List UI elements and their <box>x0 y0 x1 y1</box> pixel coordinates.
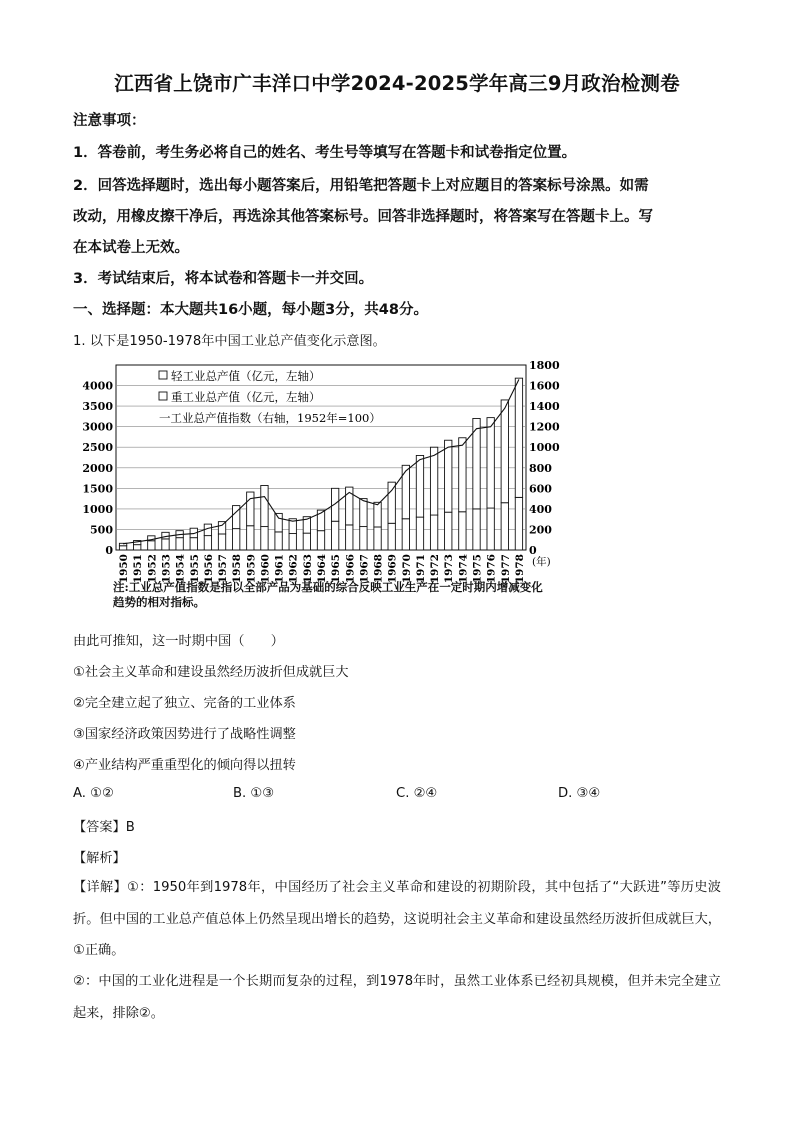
x-tick-label: 1973 <box>443 554 456 584</box>
heavy-industry-bar <box>247 492 254 526</box>
legend-index-label: 一工业总产值指数（右轴，1952年=100） <box>159 411 381 425</box>
left-tick-label: 0 <box>105 544 113 557</box>
x-tick-label: 1963 <box>301 554 314 584</box>
light-industry-bar <box>402 519 409 550</box>
x-tick-label: 1952 <box>146 554 159 584</box>
analysis-heading: 【解析】 <box>73 851 126 866</box>
heavy-industry-bar <box>501 400 508 503</box>
option-d: D. ③④ <box>558 786 601 801</box>
x-unit-label: (年) <box>532 556 551 568</box>
right-tick-label: 1400 <box>529 400 560 414</box>
right-tick-label: 0 <box>529 544 537 557</box>
note-line-3: 改动，用橡皮擦干净后，再选涂其他答案标号。回答非选择题时，将答案写在答题卡上。写 <box>73 209 653 225</box>
x-tick-label: 1965 <box>330 554 343 584</box>
light-industry-bar <box>317 531 324 550</box>
x-tick-label: 1971 <box>414 554 427 584</box>
heavy-industry-bar <box>515 378 522 497</box>
heavy-industry-bar <box>275 513 282 532</box>
left-tick-label: 2000 <box>82 461 113 475</box>
page-title: 江西省上饶市广丰洋口中学2024-2025学年高三9月政治检测卷 <box>114 72 680 95</box>
light-industry-bar <box>445 512 452 550</box>
x-tick-label: 1968 <box>372 554 385 584</box>
statement-4: ④产业结构严重重型化的倾向得以扭转 <box>73 758 296 773</box>
right-tick-label: 600 <box>529 482 552 496</box>
heavy-industry-bar <box>487 418 494 508</box>
heavy-industry-bar <box>374 502 381 527</box>
x-tick-label: 1962 <box>287 554 300 584</box>
x-tick-label: 1959 <box>245 554 258 584</box>
light-industry-bar <box>501 503 508 550</box>
left-tick-label: 3000 <box>82 420 113 434</box>
option-b: B. ①③ <box>233 786 275 801</box>
x-tick-label: 1976 <box>485 554 498 584</box>
heavy-industry-bar <box>445 440 452 512</box>
left-tick-label: 4000 <box>82 379 113 393</box>
legend-light-label: 轻工业总产值（亿元，左轴） <box>171 369 321 383</box>
industrial-output-chart <box>74 355 574 615</box>
x-tick-label: 1950 <box>118 554 131 584</box>
x-tick-label: 1975 <box>471 554 484 584</box>
right-tick-label: 1000 <box>529 441 560 455</box>
heavy-industry-bar <box>459 438 466 512</box>
light-industry-bar <box>416 517 423 550</box>
left-tick-label: 2500 <box>82 441 113 455</box>
analysis-detail-2: ②：中国的工业化进程是一个长期而复杂的过程，到1978年时，虽然工业体系已经初具规模，但并未完全建立起来，排除②。 <box>73 974 721 1021</box>
x-tick-label: 1957 <box>217 554 230 584</box>
light-industry-bar <box>232 529 239 550</box>
right-tick-label: 400 <box>529 502 552 516</box>
right-tick-label: 1200 <box>529 420 560 434</box>
x-tick-label: 1966 <box>344 554 357 584</box>
option-c: C. ②④ <box>396 786 438 801</box>
heavy-industry-bar <box>261 485 268 526</box>
note-line-4: 在本试卷上无效。 <box>73 240 189 256</box>
left-tick-label: 3500 <box>82 400 113 414</box>
heavy-industry-bar <box>430 447 437 515</box>
light-industry-bar <box>360 527 367 550</box>
x-tick-label: 1967 <box>358 554 371 584</box>
light-industry-bar <box>261 527 268 550</box>
question-prompt: 由此可推知，这一时期中国（ ） <box>73 634 284 649</box>
heavy-industry-bar <box>360 499 367 527</box>
heavy-industry-bar <box>331 488 338 521</box>
left-tick-label: 1500 <box>82 482 113 496</box>
notes-heading: 注意事项： <box>73 113 146 129</box>
x-tick-label: 1970 <box>400 554 413 584</box>
legend-heavy-swatch <box>159 392 167 400</box>
chart-note: 注:工业总产值指数是指以全部产品为基础的综合反映工业生产在一定时期内增减变化趋势的相对指标。 <box>113 580 543 609</box>
statement-3: ③国家经济政策因势进行了战略性调整 <box>73 727 296 742</box>
light-industry-bar <box>430 515 437 550</box>
light-industry-bar <box>190 538 197 550</box>
light-industry-bar <box>303 533 310 550</box>
x-tick-label: 1958 <box>231 554 244 584</box>
x-tick-label: 1954 <box>174 554 187 584</box>
x-tick-label: 1953 <box>160 554 173 584</box>
right-tick-label: 1600 <box>529 379 560 393</box>
legend-light-swatch <box>159 371 167 379</box>
heavy-industry-bar <box>402 465 409 518</box>
answer-line: 【答案】B <box>73 820 135 835</box>
statement-1: ①社会主义革命和建设虽然经历波折但成就巨大 <box>73 665 349 680</box>
note-line-5: 3．考试结束后，将本试卷和答题卡一并交回。 <box>73 271 374 287</box>
light-industry-bar <box>487 508 494 550</box>
light-industry-bar <box>162 539 169 550</box>
option-a: A. ①② <box>73 786 114 801</box>
light-industry-bar <box>331 521 338 550</box>
x-tick-label: 1964 <box>316 554 328 584</box>
light-industry-bar <box>247 526 254 550</box>
light-industry-bar <box>388 523 395 550</box>
x-tick-label: 1951 <box>132 554 145 584</box>
x-tick-label: 1961 <box>273 554 286 584</box>
x-tick-label: 1974 <box>457 554 470 584</box>
right-tick-label: 200 <box>529 523 552 537</box>
x-tick-label: 1955 <box>188 554 201 584</box>
x-tick-label: 1960 <box>259 554 272 584</box>
light-industry-bar <box>176 538 183 550</box>
light-industry-bar <box>459 512 466 550</box>
section-heading: 一、选择题：本大题共16小题，每小题3分，共48分。 <box>73 302 428 318</box>
question-stem: 1. 以下是1950-1978年中国工业总产值变化示意图。 <box>73 334 386 349</box>
light-industry-bar <box>218 534 225 550</box>
left-tick-label: 500 <box>90 523 113 537</box>
heavy-industry-bar <box>388 482 395 523</box>
x-tick-label: 1972 <box>429 554 442 584</box>
analysis-detail-1: 【详解】①：1950年到1978年，中国经历了社会主义革命和建设的初期阶段，其中包括了“大跃进”等历史波折。但中国的工业总产值总体上仍然呈现出增长的趋势，这说明社会主义革命和建设虽然经历波折但成就巨大，①正确。 <box>73 880 721 958</box>
right-tick-label: 1800 <box>529 359 560 372</box>
light-industry-bar <box>289 534 296 550</box>
light-industry-bar <box>374 527 381 550</box>
right-tick-label: 800 <box>529 461 552 475</box>
light-industry-bar <box>148 541 155 550</box>
x-tick-label: 1977 <box>499 554 512 584</box>
heavy-industry-bar <box>162 532 169 539</box>
statement-2: ②完全建立起了独立、完备的工业体系 <box>73 696 296 711</box>
light-industry-bar <box>134 545 141 550</box>
light-industry-bar <box>515 497 522 550</box>
heavy-industry-bar <box>416 455 423 517</box>
legend-heavy-label: 重工业总产值（亿元，左轴） <box>171 390 321 404</box>
light-industry-bar <box>473 509 480 550</box>
light-industry-bar <box>346 525 353 550</box>
x-tick-label: 1969 <box>386 554 399 584</box>
light-industry-bar <box>204 536 211 550</box>
light-industry-bar <box>119 546 126 550</box>
x-tick-label: 1978 <box>513 554 526 584</box>
x-tick-label: 1956 <box>202 554 215 584</box>
note-line-2: 2．回答选择题时，选出每小题答案后，用铅笔把答题卡上对应题目的答案标号涂黑。如需 <box>73 178 649 194</box>
note-line-1: 1．答卷前，考生务必将自己的姓名、考生号等填写在答题卡和试卷指定位置。 <box>73 145 577 161</box>
left-tick-label: 1000 <box>82 502 113 516</box>
light-industry-bar <box>275 532 282 550</box>
